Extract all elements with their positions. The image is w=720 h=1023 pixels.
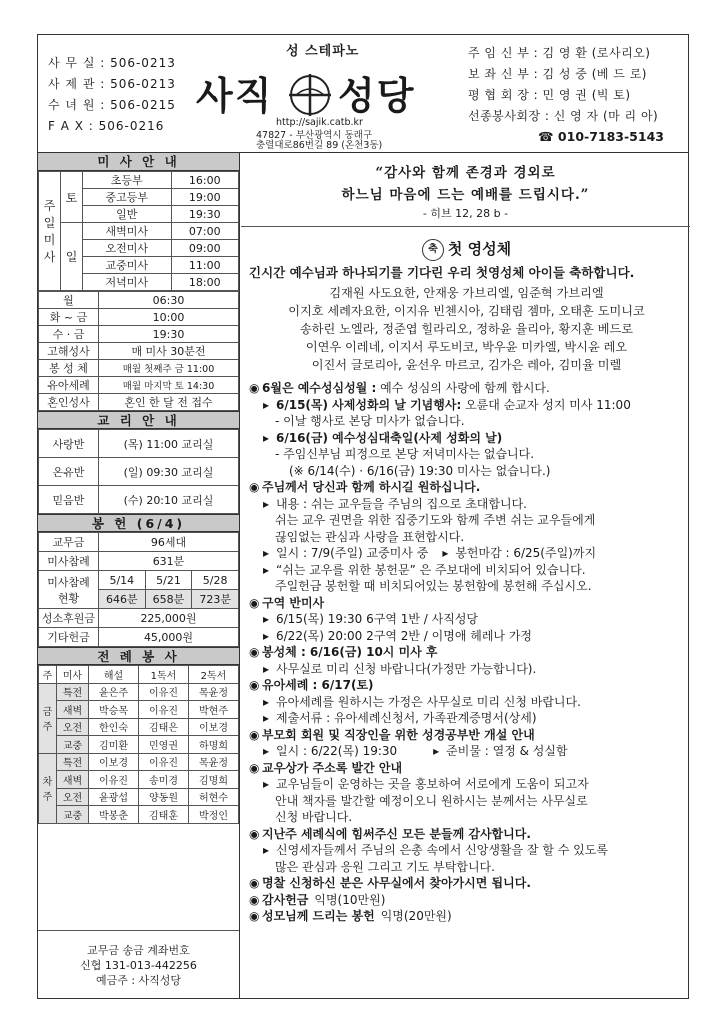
notice-text: 유아세례를 원하시는 가정은 사무실로 미리 신청 바랍니다.	[276, 694, 581, 709]
sacrament-label: 고해성사	[39, 343, 99, 360]
bullet-icon: ◉	[249, 645, 260, 659]
notice-text: 오륜대 순교자 성지 미사 11:00	[461, 397, 631, 412]
service-mass: 특전	[57, 683, 89, 701]
service-mass: 오전	[57, 788, 89, 806]
trend-date: 5/28	[192, 571, 239, 590]
phone-number: ☎ 010-7183-5143	[538, 129, 664, 144]
header	[38, 35, 688, 153]
class-time: (수) 20:10 교리실	[99, 486, 239, 514]
notice-infant-baptism	[249, 677, 684, 694]
service-person: 윤은주	[89, 683, 139, 701]
notice-body	[241, 237, 690, 925]
church-cross-logo-icon	[288, 73, 332, 117]
sacrament-label: 혼인성사	[39, 394, 99, 411]
notice-title: 유아세례 : 6/17(토)	[262, 678, 374, 692]
names-line: 이진서 글로리아, 윤선우 마르코, 김가은 레아, 김미율 미렐	[311, 358, 622, 372]
notice-text: 예수 성심의 사랑에 함께 합시다.	[376, 381, 550, 395]
service-person: 박현주	[189, 701, 239, 719]
arrow-icon: ▸	[263, 397, 270, 412]
mass-time: 16:00	[171, 172, 239, 189]
notice-line	[249, 661, 684, 678]
notice-text: 6/22(목) 20:00 2구역 2반 / 이명애 헤레나 가정	[276, 628, 533, 643]
service-col: 2독서	[189, 666, 239, 684]
service-person: 송미경	[139, 771, 189, 789]
service-person: 김태훈	[139, 806, 189, 824]
notice-text: 익명(20만원)	[380, 909, 452, 923]
offering-value: 225,000원	[99, 609, 239, 628]
class-time: (일) 09:30 교리실	[99, 458, 239, 486]
offering-label: 미사참례	[39, 552, 99, 571]
notice-line	[249, 430, 684, 447]
arrow-icon: ▸	[263, 843, 270, 857]
notice-line	[249, 743, 684, 760]
service-person: 윤광섭	[89, 788, 139, 806]
bullet-icon: ◉	[249, 727, 260, 742]
notice-text: 끊임없는 관심과 사랑을 표현합시다.	[275, 529, 465, 544]
notice-text: 교우님들이 운영하는 곳을 홍보하여 서로에게 도움이 되고자	[276, 777, 589, 791]
account-info	[38, 930, 239, 998]
mass-name: 교중미사	[83, 257, 172, 274]
contact-fax: F A X : 506-0216	[48, 119, 165, 133]
mass-table	[38, 171, 239, 291]
names-line: 김재원 사도요한, 안재웅 가브리엘, 임준혁 가브리엘	[329, 286, 604, 300]
notice-text: 6/15(목) 19:30 6구역 1반 / 사직성당	[276, 612, 479, 626]
notice-title: 지난주 세례식에 힘써주신 모든 분들께 감사합니다.	[262, 826, 531, 841]
mass-time: 19:30	[171, 206, 239, 223]
service-person: 김미환	[89, 736, 139, 754]
bullet-icon: ◉	[249, 480, 260, 494]
notice-text: 봉헌마감 : 6/25(주일)까지	[455, 546, 597, 560]
address-line-1: 47827 - 부산광역시 동래구	[256, 130, 373, 141]
notice-text: 제출서류 : 유아세례신청서, 가족관계증명서(상세)	[276, 711, 537, 725]
notice-text: 주일헌금 봉헌할 때 비치되어있는 봉헌함에 봉헌해 주십시오.	[275, 579, 592, 593]
notice-subtitle: 6/16(금) 예수성심대축일(사제 성화의 날)	[276, 430, 503, 445]
contact-rectory: 사 제 관 : 506-0213	[48, 77, 176, 91]
notice-communion-sick	[249, 644, 684, 661]
notice-line	[249, 496, 684, 513]
service-mass: 새벽	[57, 701, 89, 719]
arrow-icon: ▸	[263, 496, 270, 511]
scripture-quote	[241, 153, 690, 227]
notice-text: 준비물 : 열정 & 성실함	[446, 744, 568, 758]
notice-mary-offering	[249, 908, 684, 925]
class-name: 믿음반	[39, 486, 99, 514]
notice-title: 교우상가 주소록 발간 안내	[262, 760, 403, 775]
this-week-label: 금주	[39, 683, 57, 753]
sunday-label: 일	[61, 223, 83, 291]
notice-title: 감사헌금	[262, 892, 309, 907]
mass-name: 초등부	[83, 172, 172, 189]
notice-title: 명찰 신청하신 분은 사무실에서 찾아가시면 됩니다.	[262, 876, 531, 890]
notice-lapsed-members	[249, 479, 684, 496]
notice-text: “쉬는 교우를 위한 봉헌문” 은 주보대에 비치되어 있습니다.	[276, 562, 586, 577]
notice-text: 일시 : 6/22(목) 19:30	[276, 744, 398, 758]
notice-line	[249, 628, 684, 645]
notice-text: 신영세자들께서 주님의 은총 속에서 신앙생활을 잘 할 수 있도록	[276, 843, 608, 857]
arrow-icon: ▸	[433, 744, 440, 758]
arrow-icon: ▸	[442, 546, 449, 560]
arrow-icon: ▸	[263, 777, 270, 791]
mass-name: 중고등부	[83, 189, 172, 206]
notice-subtitle: 6/15(목) 사제성화의 날 기념행사:	[276, 397, 462, 412]
communion-title: 첫 영성체	[447, 240, 512, 258]
service-person: 민영권	[139, 736, 189, 754]
service-person: 허현수	[189, 788, 239, 806]
notice-title: 구역 반미사	[262, 595, 325, 610]
mass-name: 일반	[83, 206, 172, 223]
service-mass: 오전	[57, 718, 89, 736]
trend-date: 5/14	[99, 571, 146, 590]
catechism-table	[38, 429, 239, 514]
mass-time: 18:00	[171, 274, 239, 291]
trend-value: 646분	[99, 590, 146, 609]
bullet-icon: ◉	[249, 760, 260, 775]
church-address	[256, 131, 382, 151]
church-patron: 성 스테파노	[286, 44, 360, 59]
bullet-icon: ◉	[249, 381, 260, 395]
mass-heading: 미 사 안 내	[38, 153, 239, 171]
sacrament-label: 봉 성 체	[39, 360, 99, 377]
left-column	[38, 153, 240, 998]
notice-line	[249, 611, 684, 628]
bullet-icon: ◉	[249, 826, 260, 841]
notice-sacred-heart	[249, 380, 684, 397]
offering-value: 96세대	[99, 533, 239, 552]
service-person: 양동원	[139, 788, 189, 806]
notice-line	[249, 397, 684, 414]
names-line: 이지호 세례자요한, 이지유 빈첸시아, 김태림 젬마, 오태훈 도미니코	[288, 304, 645, 318]
service-person: 이유진	[139, 753, 189, 771]
trend-label-line: 현황	[57, 591, 80, 605]
mass-name: 저녁미사	[83, 274, 172, 291]
notice-name-tag	[249, 875, 684, 892]
clergy-assistant: 보 좌 신 부 : 김 성 중 (베 드 로)	[468, 67, 647, 81]
sunday-mass-label: 주일미사	[39, 172, 61, 291]
service-person: 박정인	[189, 806, 239, 824]
notice-title: 성모님께 드리는 봉헌	[262, 909, 375, 923]
service-person: 박봉춘	[89, 806, 139, 824]
service-person: 한인숙	[89, 718, 139, 736]
service-person: 이보경	[189, 718, 239, 736]
arrow-icon: ▸	[263, 430, 270, 445]
trend-value: 658분	[145, 590, 192, 609]
mass-name: 오전미사	[83, 240, 172, 257]
quote-line-2: 하느님 마음에 드는 예배를 드립시다.”	[341, 187, 590, 203]
notice-line	[249, 776, 684, 793]
notice-bible-study	[249, 727, 684, 744]
notice-text: 익명(10만원)	[314, 892, 386, 907]
mass-time: 19:00	[171, 189, 239, 206]
contact-convent: 수 녀 원 : 506-0215	[48, 98, 176, 112]
trend-date: 5/21	[145, 571, 192, 590]
next-week-label: 차주	[39, 753, 57, 823]
mass-time: 09:00	[171, 240, 239, 257]
notice-text: 사무실로 미리 신청 바랍니다(가정만 가능합니다).	[276, 661, 537, 676]
arrow-icon: ▸	[263, 694, 270, 709]
notice-text: 일시 : 7/9(주일) 교중미사 중	[276, 546, 429, 560]
notice-district-mass	[249, 595, 684, 612]
service-table	[38, 665, 239, 824]
class-name: 사랑반	[39, 430, 99, 458]
notice-line	[249, 562, 684, 579]
church-url[interactable]: http://sajik.catb.kr	[276, 117, 363, 128]
service-person: 이유진	[89, 771, 139, 789]
trend-value: 723분	[192, 590, 239, 609]
communion-subtitle: 긴시간 예수님과 하나되기를 기다린 우리 첫영성체 아이들 축하합니다.	[249, 265, 635, 280]
names-line: 이연우 이레네, 이지서 루도비코, 박우윤 미카엘, 박시윤 레오	[305, 340, 628, 354]
bullet-icon: ◉	[249, 678, 260, 692]
bullet-icon: ◉	[249, 892, 260, 907]
celebration-badge-icon: 축	[422, 239, 444, 261]
clergy-funeral: 선종봉사회장 : 신 영 자 (마 리 아)	[468, 109, 659, 123]
arrow-icon: ▸	[263, 612, 270, 626]
weekday-label: 화 ~ 금	[39, 309, 99, 326]
mass-name: 새벽미사	[83, 223, 172, 240]
offering-label: 기타헌금	[39, 628, 99, 647]
notice-line	[249, 710, 684, 727]
arrow-icon: ▸	[263, 744, 270, 758]
notice-line	[249, 842, 684, 859]
names-line: 송하린 노엘라, 정준엽 힐라리오, 정하윤 율리아, 황지훈 베드로	[299, 322, 634, 336]
saturday-label: 토	[61, 172, 83, 223]
notice-text: (※ 6/14(수) · 6/16(금) 19:30 미사는 없습니다.)	[289, 463, 551, 478]
church-name-1: 사직	[196, 74, 274, 118]
address-line-2: 충렬대로86번길 89 (온천3동)	[256, 140, 383, 151]
arrow-icon: ▸	[263, 711, 270, 725]
contact-list	[48, 53, 176, 137]
service-col: 미사	[57, 666, 89, 684]
account-title: 교무금 송금 계좌번호	[87, 944, 190, 957]
sacrament-time: 매 미사 30분전	[99, 343, 239, 360]
notice-title: 부모회 회원 및 직장인을 위한 성경공부반 개설 안내	[262, 727, 535, 742]
offering-value: 45,000원	[99, 628, 239, 647]
mass-time: 07:00	[171, 223, 239, 240]
sacrament-time: 매월 첫째주 금 11:00	[99, 360, 239, 377]
notice-baptism-thanks	[249, 826, 684, 843]
notice-directory	[249, 760, 684, 777]
weekday-time: 19:30	[99, 326, 239, 343]
notice-text: 많은 관심과 응원 그리고 기도 부탁합니다.	[275, 859, 495, 874]
sacrament-time: 매월 마지막 토 14:30	[99, 377, 239, 394]
weekday-time: 10:00	[99, 309, 239, 326]
class-time: (목) 11:00 교리실	[99, 430, 239, 458]
service-person: 김태은	[139, 718, 189, 736]
service-col: 해설	[89, 666, 139, 684]
weekday-time: 06:30	[99, 292, 239, 309]
offering-heading: 봉 헌 (6/4)	[38, 514, 239, 532]
church-name-2: 성당	[338, 74, 416, 118]
service-heading: 전 례 봉 사	[38, 647, 239, 665]
notice-text: 신청 바랍니다.	[275, 810, 353, 824]
offering-label: 교무금	[39, 533, 99, 552]
notice-text: - 주임신부님 피정으로 본당 저녁미사는 없습니다.	[275, 447, 535, 461]
service-person: 이유진	[139, 701, 189, 719]
notice-text: - 이날 행사로 본당 미사가 없습니다.	[275, 414, 465, 428]
arrow-icon: ▸	[263, 628, 270, 643]
notice-text: 내용 : 쉬는 교우들을 주님의 집으로 초대합니다.	[276, 496, 527, 511]
trend-label-line: 미사참례	[47, 575, 90, 589]
notice-thanks-offering	[249, 892, 684, 909]
weekday-label: 수 · 금	[39, 326, 99, 343]
offering-table	[38, 532, 239, 647]
account-holder: 예금주 : 사직성당	[95, 974, 182, 987]
service-mass: 교중	[57, 806, 89, 824]
bullet-icon: ◉	[249, 595, 260, 610]
service-person: 이보경	[89, 753, 139, 771]
clergy-list	[468, 43, 658, 127]
class-name: 온유반	[39, 458, 99, 486]
service-col: 주	[39, 666, 57, 684]
sacrament-time: 혼인 한 달 전 접수	[99, 394, 239, 411]
service-person: 이유진	[139, 683, 189, 701]
service-person: 목윤정	[189, 753, 239, 771]
clergy-pastor: 주 임 신 부 : 김 영 환 (로사리오)	[468, 46, 651, 60]
account-number: 신협 131-013-442256	[80, 959, 197, 972]
quote-source: - 히브 12, 28 b -	[422, 207, 509, 220]
arrow-icon: ▸	[263, 661, 270, 676]
service-person: 하명희	[189, 736, 239, 754]
catechism-heading: 교 리 안 내	[38, 411, 239, 429]
bulletin-frame	[37, 34, 689, 999]
service-person: 김명희	[189, 771, 239, 789]
contact-office: 사 무 실 : 506-0213	[48, 56, 176, 70]
right-column	[241, 153, 690, 998]
mass-time: 11:00	[171, 257, 239, 274]
offering-value: 631분	[99, 552, 239, 571]
quote-line-1: “감사와 함께 존경과 경외로	[375, 165, 556, 181]
service-mass: 특전	[57, 753, 89, 771]
bullet-icon: ◉	[249, 876, 260, 890]
arrow-icon: ▸	[263, 562, 270, 577]
service-col: 1독서	[139, 666, 189, 684]
service-mass: 교중	[57, 736, 89, 754]
weekday-label: 월	[39, 292, 99, 309]
notice-text: 쉬는 교우 권면을 위한 집중기도와 함께 주변 쉬는 교우들에게	[275, 513, 596, 527]
service-mass: 새벽	[57, 771, 89, 789]
notice-title: 봉성체 : 6/16(금) 10시 미사 후	[262, 645, 438, 659]
sacrament-label: 유아세례	[39, 377, 99, 394]
notice-line	[249, 545, 684, 562]
notice-title: 주님께서 당신과 함께 하시길 원하십니다.	[262, 480, 481, 494]
arrow-icon: ▸	[263, 546, 270, 560]
offering-label: 성소후원금	[39, 609, 99, 628]
attendance-trend-label	[39, 571, 99, 609]
service-person: 박승목	[89, 701, 139, 719]
notice-title: 6월은 예수성심성월 :	[262, 381, 377, 395]
service-person: 목윤정	[189, 683, 239, 701]
communion-names	[249, 284, 684, 374]
bullet-icon: ◉	[249, 909, 260, 923]
clergy-council: 평 협 회 장 : 민 영 권 (빅 토)	[468, 88, 631, 102]
communion-heading	[249, 237, 684, 261]
notice-line	[249, 694, 684, 711]
notice-text: 안내 책자를 발간할 예정이오니 원하시는 분께서는 사무실로	[275, 793, 588, 808]
weekday-mass-table	[38, 291, 239, 411]
